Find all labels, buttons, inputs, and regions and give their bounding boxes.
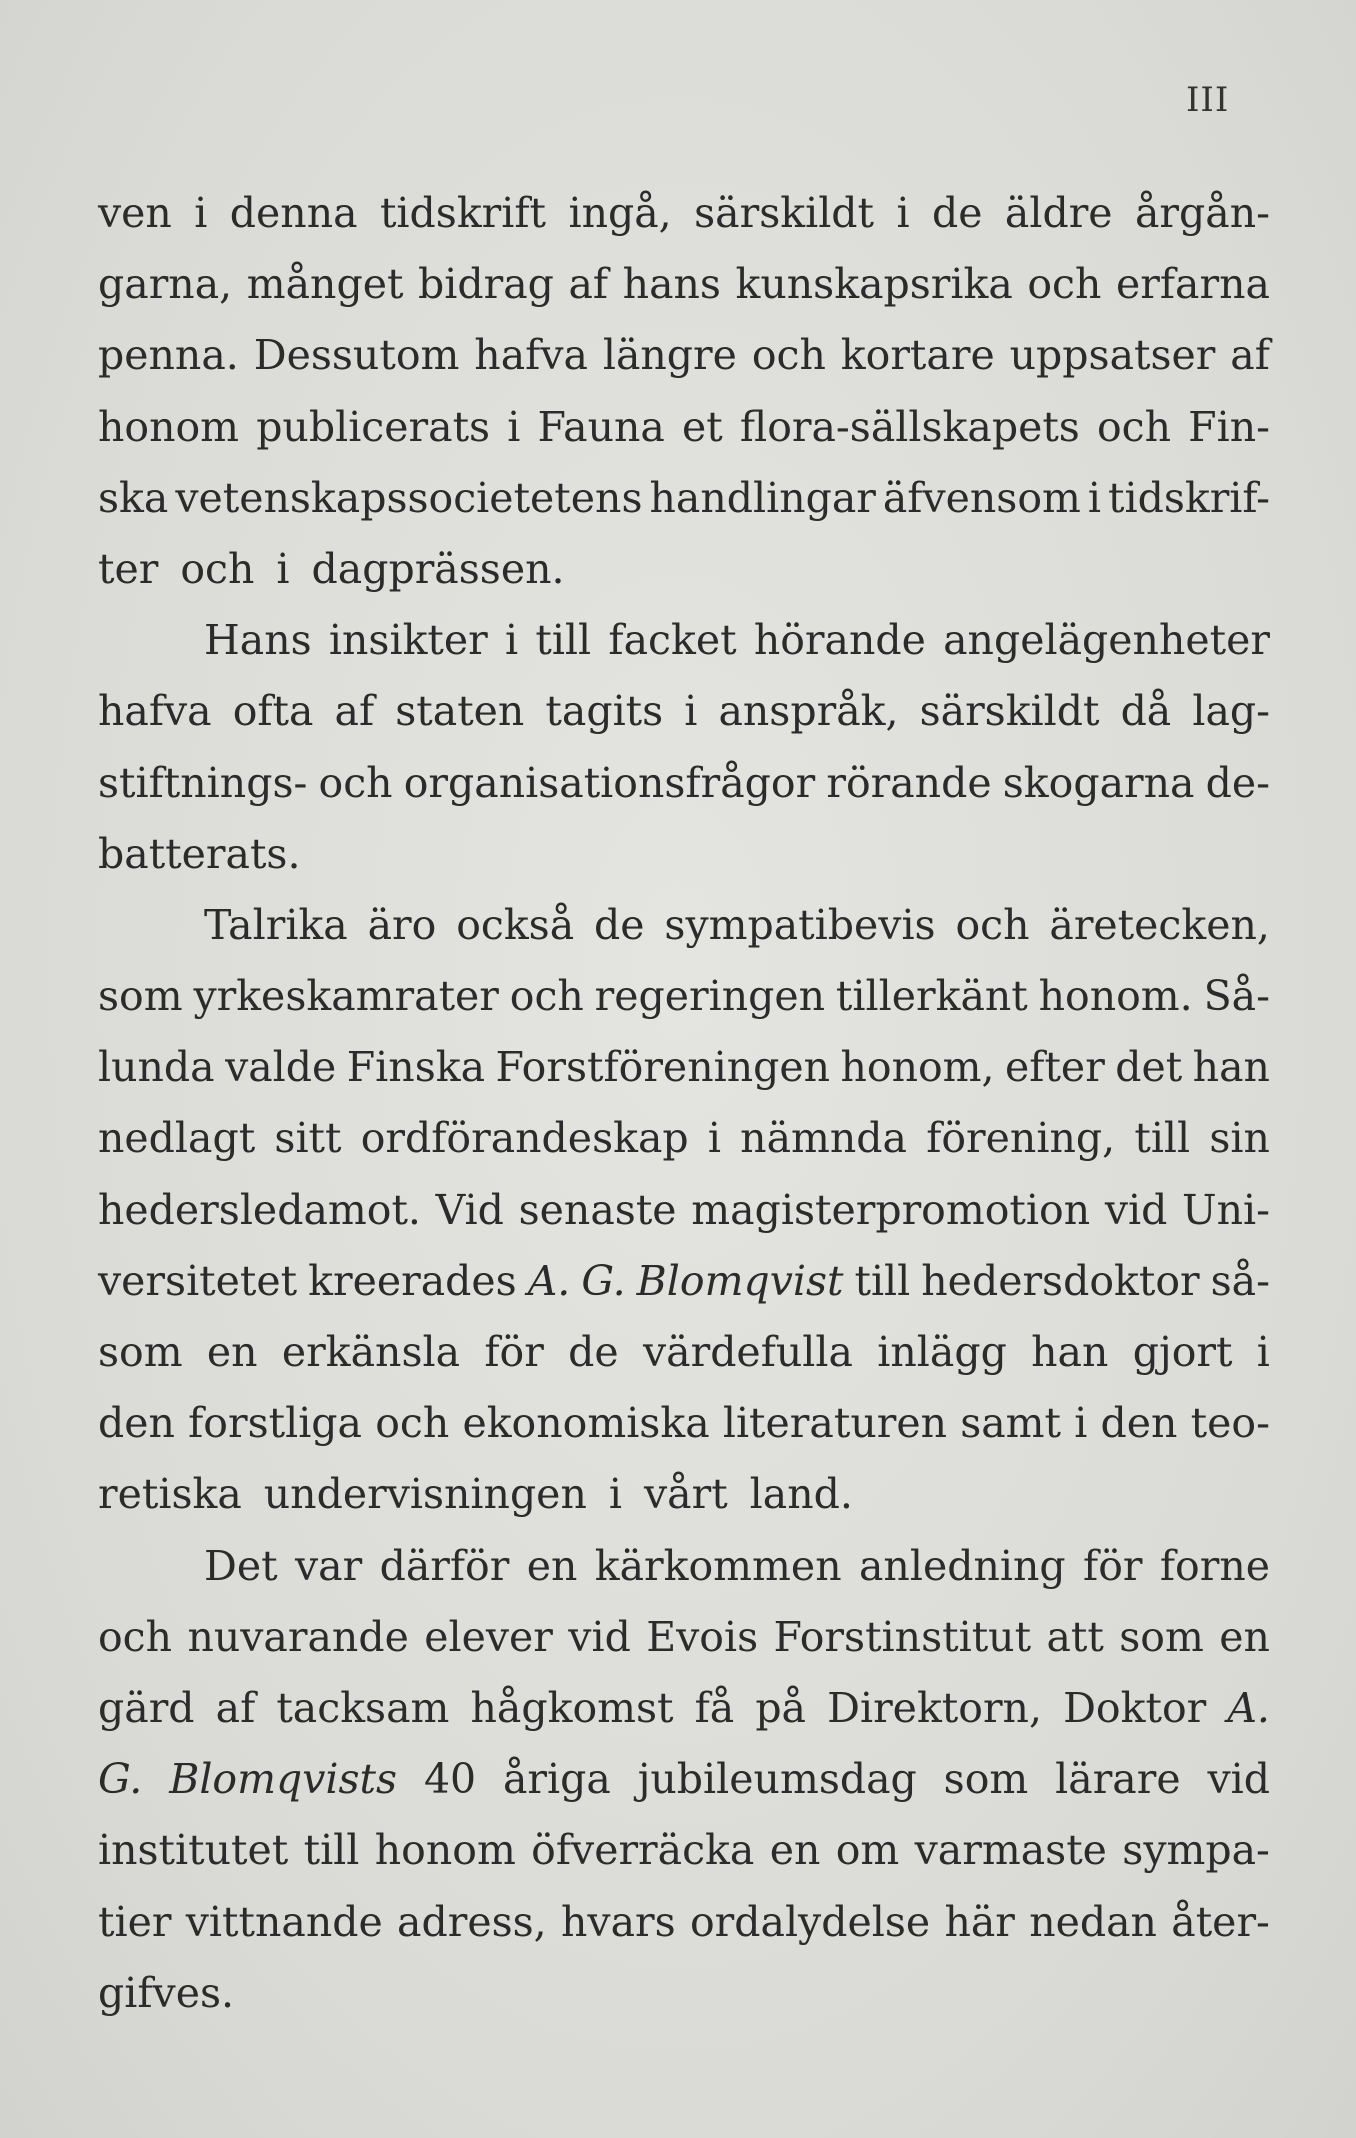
word: vittnande (185, 1897, 383, 1946)
word: flora-sällskapets (739, 402, 1080, 451)
word: värdefulla (642, 1328, 853, 1376)
word: som (1119, 1612, 1204, 1661)
word: hedersledamot. (98, 1185, 421, 1234)
word: vid (1104, 1185, 1168, 1234)
text-line (98, 1673, 1270, 1744)
word: Finska (346, 1043, 486, 1092)
word: i (507, 402, 521, 451)
word: som (943, 1755, 1029, 1804)
word: han (1192, 1043, 1270, 1092)
word: och (1027, 260, 1102, 309)
word: Hans (204, 616, 312, 665)
word: skogarna (1002, 758, 1195, 807)
word: institutet (98, 1826, 289, 1875)
text-line (98, 1388, 1270, 1459)
word: tacksam (276, 1683, 450, 1732)
paragraph (98, 1531, 1270, 2029)
word: kärkommen (594, 1541, 842, 1590)
word: de (931, 189, 983, 237)
word: hörande (753, 616, 926, 665)
word: månget (246, 260, 404, 309)
word: längre (602, 331, 737, 380)
word: och (180, 544, 255, 593)
word: en (769, 1826, 821, 1875)
word: han (1031, 1328, 1109, 1376)
text-line (98, 320, 1270, 391)
word: yrkeskamrater (193, 972, 499, 1021)
word: vid (568, 1612, 631, 1661)
word: undervisningen (263, 1470, 587, 1519)
word: till (1134, 1114, 1191, 1163)
word: för (484, 1328, 544, 1376)
paragraph (98, 605, 1270, 890)
text-line (98, 1032, 1270, 1103)
word: i (896, 189, 910, 237)
text-line (98, 605, 1270, 676)
word: inlägg (877, 1328, 1007, 1376)
paragraph (98, 178, 1270, 605)
word: Blomqvists (169, 1755, 398, 1804)
word: och (98, 1612, 173, 1661)
word: sympa- (1122, 1826, 1270, 1875)
word: sin (1209, 1114, 1270, 1163)
word: Det (204, 1541, 278, 1590)
word: hans (622, 260, 721, 309)
word: den (1100, 1399, 1178, 1448)
word: ska (98, 473, 169, 522)
word: organisationsfrågor (403, 758, 816, 807)
word: så- (1210, 1256, 1270, 1305)
word: och (318, 758, 393, 807)
word: lag- (1192, 687, 1270, 736)
word: den (98, 1399, 175, 1448)
word: hedersdoktor (921, 1256, 1200, 1305)
word: A. (1227, 1683, 1270, 1732)
word: adress, (397, 1897, 547, 1946)
word: hågkomst (470, 1683, 674, 1732)
word: och (751, 331, 826, 380)
body-text (98, 178, 1270, 2029)
word: garna, (98, 260, 233, 309)
word: vid (1207, 1755, 1270, 1804)
word: en (206, 1328, 258, 1376)
text-line (98, 1459, 1270, 1530)
word: tagits (545, 687, 664, 736)
word: erfarna (1116, 260, 1270, 309)
text-line (98, 1246, 1270, 1317)
word: ordförandeskap (360, 1114, 689, 1163)
word: kreerades (308, 1256, 517, 1305)
word: erkänsla (281, 1328, 461, 1376)
word: honom, (840, 1043, 995, 1092)
word: äro (367, 900, 437, 949)
word: då (1120, 687, 1172, 736)
word: af (568, 260, 609, 309)
word: Direktorn, (827, 1683, 1042, 1732)
word: i (608, 1470, 622, 1519)
word: forne (1159, 1541, 1270, 1590)
word: insikter (328, 616, 488, 665)
text-line (98, 1317, 1270, 1388)
word: därför (379, 1541, 510, 1590)
word: staten (395, 687, 525, 736)
word: valde (225, 1043, 337, 1092)
word: det (1115, 1043, 1183, 1092)
word: särskildt (694, 189, 875, 237)
word: i (504, 616, 519, 665)
word: Vid (435, 1185, 504, 1234)
text-line (98, 534, 1270, 605)
word: nuvarande (187, 1612, 409, 1661)
text-line (98, 178, 1270, 249)
word: stiftnings- (98, 758, 308, 807)
word: literaturen (722, 1399, 947, 1448)
word: öfverräcka (531, 1826, 755, 1875)
word: Blomqvist (636, 1256, 844, 1305)
word: Uni- (1182, 1185, 1270, 1234)
text-line (98, 1103, 1270, 1174)
paragraph (98, 890, 1270, 1531)
word: åriga (502, 1755, 611, 1804)
word: anledning (858, 1541, 1066, 1590)
word: rörande (826, 758, 992, 807)
word: hafva (98, 687, 212, 736)
word: en (526, 1541, 578, 1590)
word: ordalydelse (689, 1897, 931, 1946)
word: som (98, 972, 183, 1021)
word: 40 (423, 1755, 477, 1804)
word: och (1096, 402, 1172, 451)
word: på (755, 1683, 807, 1732)
word: honom. (1038, 972, 1193, 1021)
word: i (707, 1114, 721, 1163)
text-line (98, 1531, 1270, 1602)
word: samt (960, 1399, 1062, 1448)
word: teo- (1190, 1399, 1270, 1448)
word: årgån- (1134, 189, 1270, 237)
word: att (1046, 1612, 1104, 1661)
word: versitetet (98, 1256, 298, 1305)
word: facket (608, 616, 737, 665)
word: retiska (98, 1470, 242, 1519)
text-line (98, 748, 1270, 819)
word: i (276, 544, 290, 593)
word: Doktor (1063, 1683, 1207, 1732)
word: och (375, 1399, 450, 1448)
word: tillerkänt (835, 972, 1028, 1021)
word: äretecken, (1049, 900, 1270, 949)
word: G. (581, 1256, 626, 1305)
text-line (98, 1602, 1270, 1673)
text-line (98, 249, 1270, 320)
word: publicerats (256, 402, 491, 451)
word: senaste (518, 1185, 677, 1234)
word: Fin- (1188, 402, 1270, 451)
word: penna. (98, 331, 239, 380)
word: de (594, 900, 645, 949)
word: som (98, 1328, 183, 1376)
word: honom (374, 1826, 516, 1875)
word: till (854, 1256, 911, 1305)
word: nedlagt (98, 1114, 256, 1163)
word: dagprässen. (311, 544, 565, 593)
word: sympatibevis (664, 900, 936, 949)
word: varmaste (914, 1826, 1107, 1875)
text-line (98, 890, 1270, 961)
word: uppsatser (1009, 331, 1216, 380)
word: tidskrif- (1107, 473, 1270, 522)
word: gjort (1132, 1328, 1233, 1376)
word: var (295, 1541, 363, 1590)
word: af (215, 1683, 256, 1732)
word: ofta (232, 687, 314, 736)
word: gärd (98, 1683, 195, 1732)
word: nedan (1029, 1897, 1157, 1946)
word: gifves. (98, 1968, 235, 2017)
word: batterats. (98, 829, 301, 878)
word: Talrika (204, 900, 348, 949)
page-number: III (1186, 80, 1230, 120)
word: regeringen (594, 972, 826, 1021)
text-line (98, 961, 1270, 1032)
word: kunskapsrika (735, 260, 1013, 309)
word: Så- (1203, 972, 1270, 1021)
word: åter- (1171, 1897, 1270, 1946)
word: i (1087, 473, 1102, 522)
word: ingå, (568, 189, 672, 237)
word: förening, (926, 1114, 1116, 1163)
word: till (303, 1826, 360, 1875)
word: forstliga (188, 1399, 362, 1448)
word: Fauna (537, 402, 665, 451)
word: G. (98, 1755, 143, 1804)
word: Forstföreningen (495, 1043, 831, 1092)
word: ter (98, 544, 159, 593)
word: kortare (840, 331, 995, 380)
word: af (334, 687, 375, 736)
text-line (98, 819, 1270, 890)
word: Forstinstitut (773, 1612, 1032, 1661)
word: tidskrift (379, 189, 547, 237)
word: också (456, 900, 575, 949)
word: i (1256, 1328, 1270, 1376)
word: hvars (561, 1897, 676, 1946)
text-line (98, 463, 1270, 534)
word: hafva (474, 331, 588, 380)
word: ekonomiska (462, 1399, 710, 1448)
word: tier (98, 1897, 172, 1946)
word: för (1083, 1541, 1143, 1590)
word: och (955, 900, 1030, 949)
text-line (98, 1958, 1270, 2029)
word: äfvensom (882, 473, 1081, 522)
word: och (509, 972, 584, 1021)
word: nämnda (740, 1114, 907, 1163)
word: en (1219, 1612, 1270, 1661)
word: lärare (1055, 1755, 1181, 1804)
word: till (535, 616, 592, 665)
word: jubileumsdag (637, 1755, 917, 1804)
word: i (194, 189, 208, 237)
word: honom (98, 402, 240, 451)
word: vetenskapssocietetens (175, 473, 643, 522)
word: om (835, 1826, 900, 1875)
word: denna (229, 189, 358, 237)
word: handlingar (649, 473, 876, 522)
word: et (681, 402, 723, 451)
word: elever (424, 1612, 553, 1661)
word: äldre (1004, 189, 1113, 237)
word: ven (98, 189, 172, 237)
word: få (694, 1683, 735, 1732)
word: angelägenheter (943, 616, 1270, 665)
word: de- (1205, 758, 1270, 807)
text-line (98, 392, 1270, 463)
text-line (98, 1175, 1270, 1246)
word: efter (1005, 1043, 1105, 1092)
text-line (98, 1887, 1270, 1958)
word: sitt (274, 1114, 342, 1163)
word: i (1074, 1399, 1088, 1448)
text-line (98, 1815, 1270, 1886)
word: magisterpromotion (691, 1185, 1091, 1234)
text-line (98, 676, 1270, 747)
word: af (1230, 331, 1270, 380)
word: de (568, 1328, 619, 1376)
word: här (944, 1897, 1015, 1946)
word: anspråk, (718, 687, 899, 736)
word: lunda (98, 1043, 215, 1092)
word: vårt (643, 1470, 728, 1519)
word: Evois (646, 1612, 759, 1661)
word: land. (749, 1470, 853, 1519)
word: bidrag (418, 260, 554, 309)
word: Dessutom (253, 331, 460, 380)
word: särskildt (919, 687, 1100, 736)
text-line (98, 1744, 1270, 1815)
word: A. (527, 1256, 571, 1305)
word: i (684, 687, 698, 736)
